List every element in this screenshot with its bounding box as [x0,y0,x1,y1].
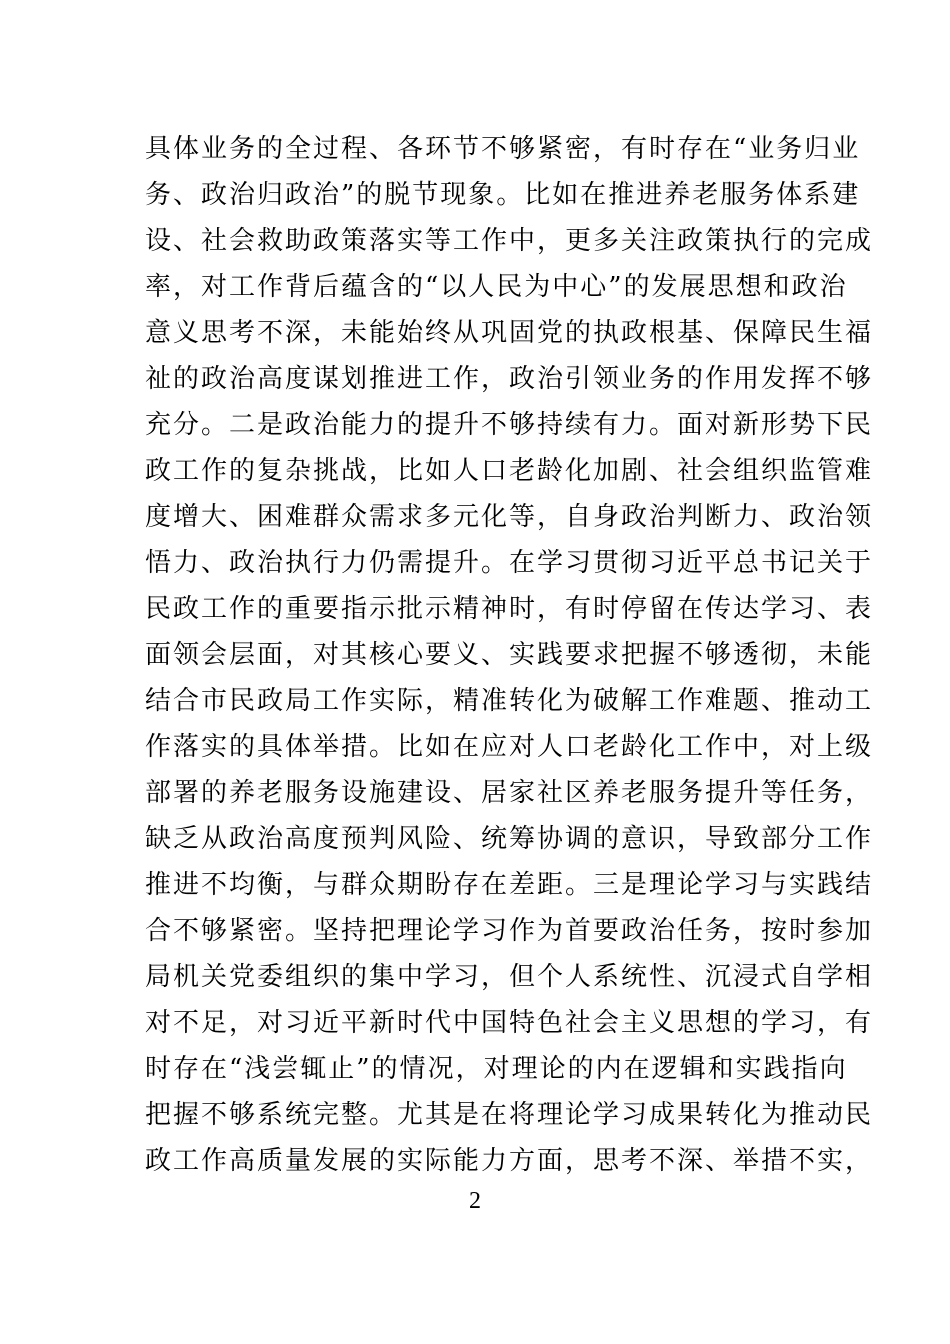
text-line: 设、社会救助政策落实等工作中，更多关注政策执行的完成 [145,226,874,256]
text-line: 具体业务的全过程、各环节不够紧密，有时存在“业务归业 [145,134,861,164]
text-line: 结合市民政局工作实际，精准转化为破解工作难题、推动工 [145,686,874,716]
text-line: 意义思考不深，未能始终从巩固党的执政根基、保障民生福 [145,318,874,348]
text-line: 充分。二是政治能力的提升不够持续有力。面对新形势下民 [145,410,874,440]
text-line: 缺乏从政治高度预判风险、统筹协调的意识，导致部分工作 [145,824,874,854]
text-line: 推进不均衡，与群众期盼存在差距。三是理论学习与实践结 [145,870,874,900]
page-number: 2 [469,1188,481,1214]
text-line: 务、政治归政治”的脱节现象。比如在推进养老服务体系建 [145,180,861,210]
text-line: 祉的政治高度谋划推进工作，政治引领业务的作用发挥不够 [145,364,874,394]
text-line: 局机关党委组织的集中学习，但个人系统性、沉浸式自学相 [145,962,874,992]
text-line: 政工作高质量发展的实际能力方面，思考不深、举措不实， [145,1146,874,1176]
text-line: 率，对工作背后蕴含的“以人民为中心”的发展思想和政治 [145,272,848,302]
text-line: 政工作的复杂挑战，比如人口老龄化加剧、社会组织监管难 [145,456,874,486]
text-line: 时存在“浅尝辄止”的情况，对理论的内在逻辑和实践指向 [145,1054,848,1084]
text-line: 悟力、政治执行力仍需提升。在学习贯彻习近平总书记关于 [145,548,874,578]
text-line: 度增大、困难群众需求多元化等，自身政治判断力、政治领 [145,502,874,532]
text-line: 部署的养老服务设施建设、居家社区养老服务提升等任务， [145,778,874,808]
text-line: 民政工作的重要指示批示精神时，有时停留在传达学习、表 [145,594,874,624]
text-line: 作落实的具体举措。比如在应对人口老龄化工作中，对上级 [145,732,874,762]
body-paragraph [145,126,874,1184]
text-line: 对不足，对习近平新时代中国特色社会主义思想的学习，有 [145,1008,874,1038]
text-line: 合不够紧密。坚持把理论学习作为首要政治任务，按时参加 [145,916,874,946]
text-line: 把握不够系统完整。尤其是在将理论学习成果转化为推动民 [145,1100,874,1130]
text-line: 面领会层面，对其核心要义、实践要求把握不够透彻，未能 [145,640,874,670]
